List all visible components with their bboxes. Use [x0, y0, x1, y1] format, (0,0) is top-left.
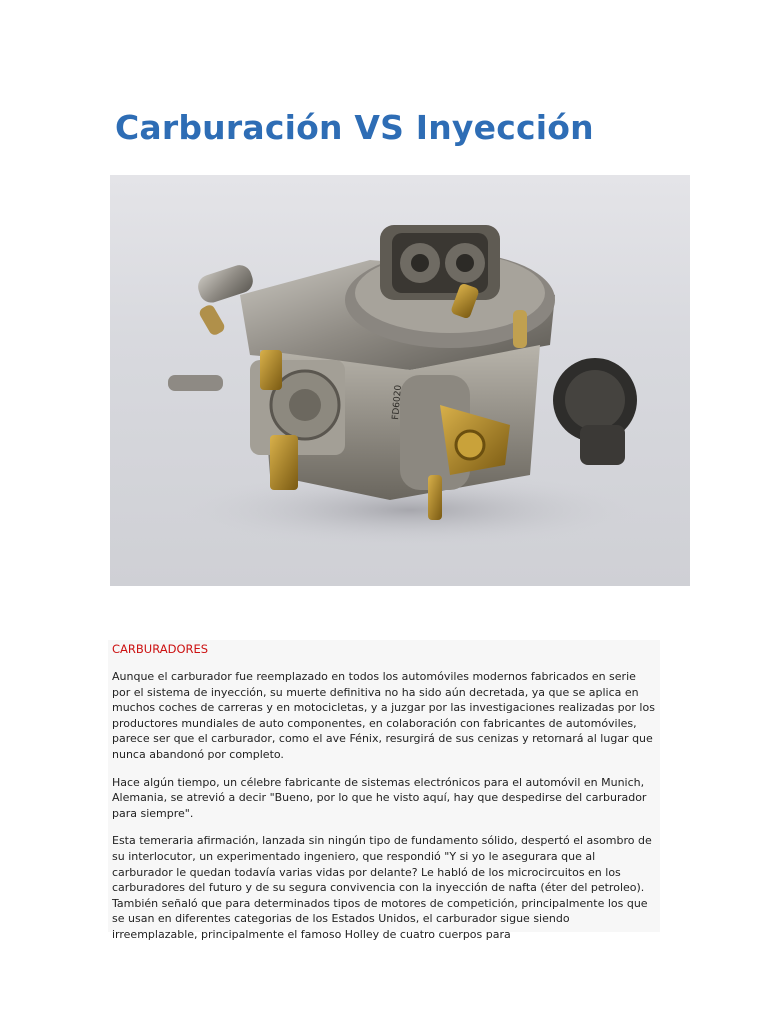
section-heading: CARBURADORES [112, 642, 209, 656]
article-panel [108, 640, 660, 941]
carburetor-photo [110, 175, 690, 586]
paragraph: Aunque el carburador fue reemplazado en todos los automóviles modernos fabricados en serie por el sistema de inyección, su muerte definitiva no ha sido aún decretada, ya que se aplica en muchos coches de carreras y en motocicletas, y a juzgar por las investigaciones realizadas por los productores mundiales de auto componentes, en colaboración con fabricantes de automóviles, parece ser que el carburador, como el ave Fénix, resurgirá de sus cenizas y retornará al lugar que nunca abandonó por completo. [112, 670, 655, 761]
part-number-stamp: FD6020 [391, 384, 405, 421]
paragraph: Esta temeraria afirmación, lanzada sin ningún tipo de fundamento sólido, despertó el asombro de su interlocutor, un experimentado ingeniero, que respondió "Y si yo le asegurara que al carburador le quedan todavía varias vidas por delante? Le habló de los microcircuitos en los carburadores del futuro y de su segura convivencia con la inyección de nafta (éter del petroleo). También señaló que para determinados tipos de motores de competición, principalmente los que se usan en diferentes categorias de los Estados Unidos, el carburador sigue siendo irreemplazable, principalmente el famoso Holley de cuatro cuerpos para [112, 834, 652, 941]
paragraph: Hace algún tiempo, un célebre fabricante de sistemas electrónicos para el automóvil en Munich, Alemania, se atrevió a decir "Bueno, por lo que he visto aquí, hay que despedirse del carburador para siempre". [112, 775, 647, 820]
page-title: Carburación VS Inyección [115, 108, 594, 147]
carburetor-illustration [110, 175, 690, 586]
